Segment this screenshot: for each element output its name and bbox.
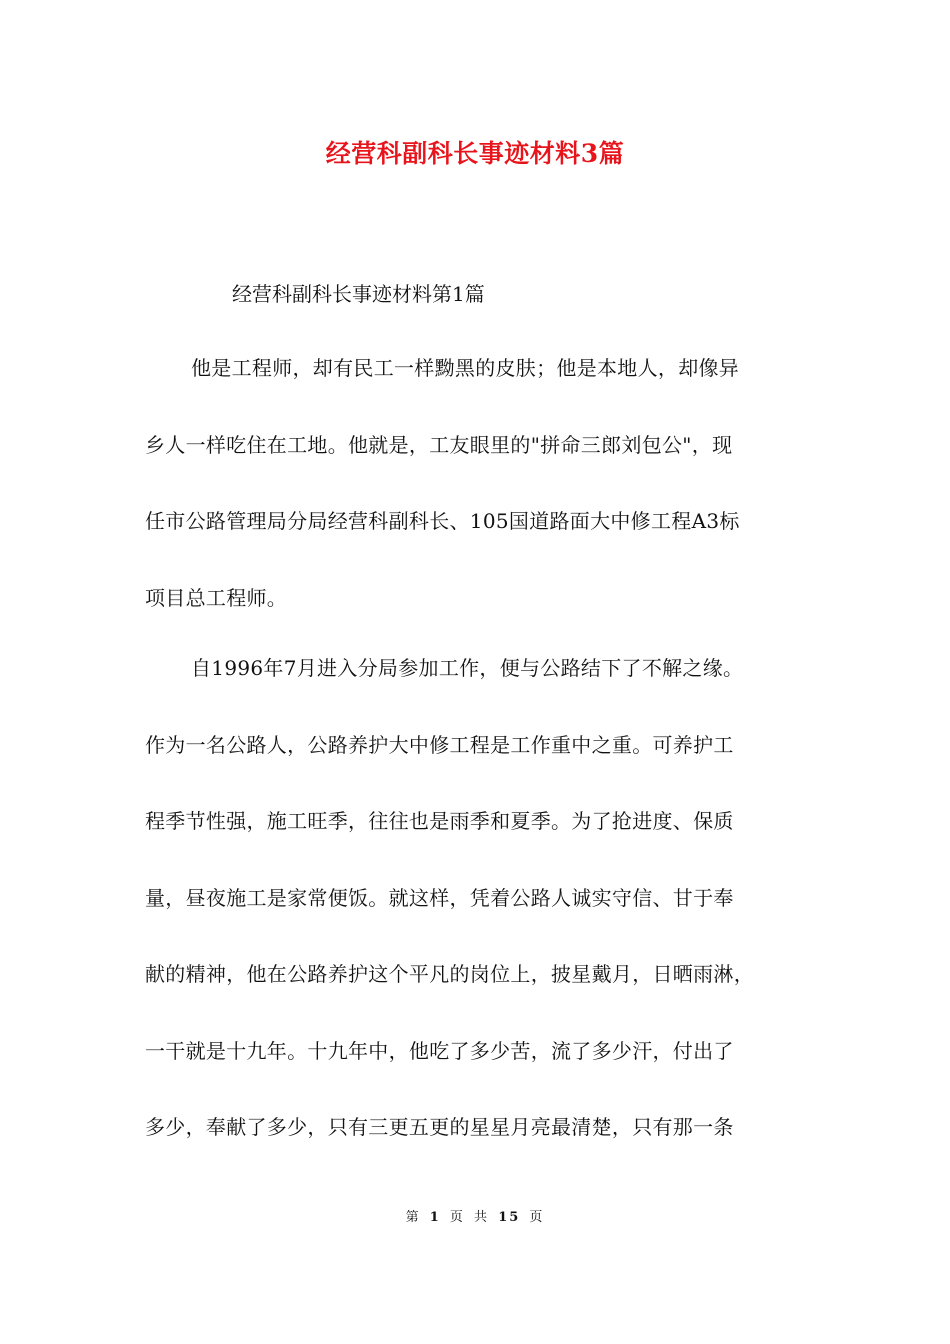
paragraph-line: 自1996年7月进入分局参加工作，便与公路结下了不解之缘。 (191, 656, 744, 680)
paragraph-line: 量，昼夜施工是家常便饭。就这样，凭着公路人诚实守信、甘于奉 (145, 885, 734, 910)
section-title: 经营科副科长事迹材料第1篇 (232, 282, 485, 306)
paragraph-line: 程季节性强，施工旺季，往往也是雨季和夏季。为了抢进度、保质 (145, 809, 734, 833)
footer-total-pages: 15 (498, 1210, 521, 1225)
footer-suffix: 页 (529, 1210, 545, 1225)
paragraph-line: 作为一名公路人，公路养护大中修工程是工作重中之重。可养护工 (145, 732, 734, 757)
footer-middle: 页 共 (449, 1210, 490, 1225)
document-title: 经营科副科长事迹材料3篇 (325, 139, 625, 168)
page-footer (0, 1208, 950, 1228)
paragraph-line: 乡人一样吃住在工地。他就是，工友眼里的"拼命三郎刘包公"，现 (145, 432, 733, 457)
paragraph-line: 献的精神，他在公路养护这个平凡的岗位上，披星戴月，日晒雨淋， (145, 962, 754, 986)
footer-current-page: 1 (429, 1210, 441, 1225)
paragraph-line: 多少，奉献了多少，只有三更五更的星星月亮最清楚，只有那一条 (145, 1115, 734, 1139)
footer-prefix: 第 (405, 1210, 421, 1225)
paragraph-1 (145, 354, 810, 660)
paragraph-line: 项目总工程师。 (145, 585, 288, 610)
paragraph-line: 一干就是十九年。十九年中，他吃了多少苦，流了多少汗，付出了 (145, 1038, 734, 1063)
paragraph-line: 他是工程师，却有民工一样黝黑的皮肤；他是本地人，却像异 (191, 356, 740, 380)
paragraph-line: 任市公路管理局分局经营科副科长、105国道路面大中修工程A3标 (145, 509, 740, 533)
paragraph-2 (145, 654, 810, 1190)
